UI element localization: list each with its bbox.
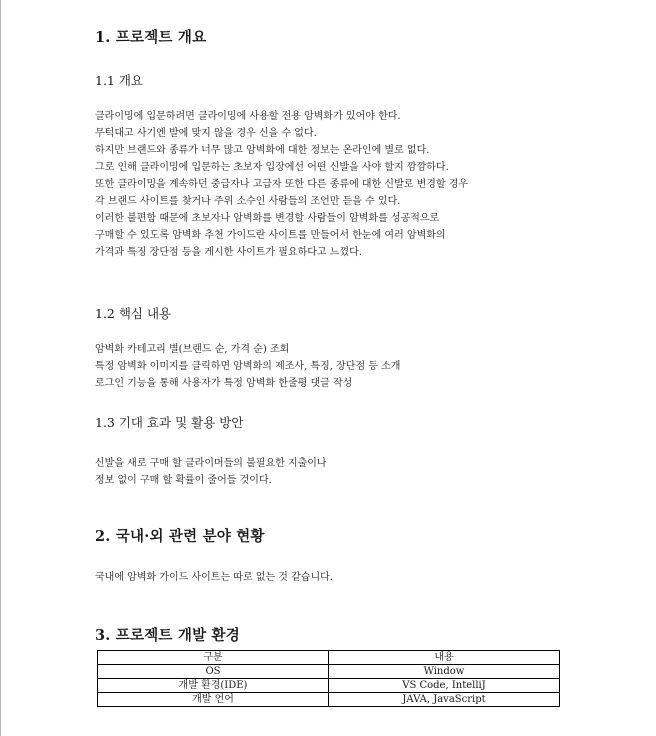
- section-1-3-paragraph: [95, 455, 327, 489]
- table-header-row: [98, 651, 560, 665]
- table-cell: Window: [329, 665, 560, 679]
- paragraph-line: 또한 클라이밍을 계속하던 중급자나 고급자 또한 다른 종류에 대한 신발로 변경할 경우: [95, 179, 469, 190]
- table-cell: JAVA, JavaScript: [329, 693, 560, 707]
- paragraph-line: 구매할 수 있도록 암벽화 추천 가이드란 사이트를 만들어서 한눈에 여러 암벽화의: [95, 230, 446, 241]
- paragraph-line: 이러한 불편함 때문에 초보자나 암벽화를 변경할 사람들이 암벽화를 성공적으로: [95, 213, 440, 224]
- section-1-1-title: 1.1 개요: [95, 73, 144, 88]
- table-row: [98, 665, 560, 679]
- paragraph-line: 특정 암벽화 이미지를 클릭하면 암벽화의 제조사, 특징, 장단점 등 소개: [95, 361, 401, 372]
- dev-environment-table: [97, 650, 560, 707]
- section-1-title: 1. 프로젝트 개요: [95, 29, 207, 46]
- paragraph-line: 그로 인해 클라이밍에 입문하는 초보자 입장에선 어떤 신발을 사야 할지 깜깜하다.: [95, 162, 449, 173]
- paragraph-line: 정보 없이 구매 할 확률이 줄어들 것이다.: [95, 475, 272, 486]
- table-header-cell: 구분: [98, 651, 329, 665]
- table-cell: VS Code, IntelliJ: [329, 679, 560, 693]
- section-1-3-title: 1.3 기대 효과 및 활용 방안: [95, 415, 244, 430]
- paragraph-line: 클라이밍에 입문하려면 클라이밍에 사용할 전용 암벽화가 있어야 한다.: [95, 111, 401, 122]
- table-cell: OS: [98, 665, 329, 679]
- paragraph-line: 하지만 브랜드와 종류가 너무 많고 암벽화에 대한 정보는 온라인에 별로 없다.: [95, 145, 430, 156]
- paragraph-line: 각 브랜드 사이트를 찾거나 주위 소수인 사람들의 조언만 듣을 수 있다.: [95, 196, 401, 207]
- table-header-cell: 내용: [329, 651, 560, 665]
- section-2-paragraph: [95, 569, 333, 586]
- section-1-2-title: 1.2 핵심 내용: [95, 306, 172, 321]
- section-2-title: 2. 국내·외 관련 분야 현황: [95, 528, 265, 545]
- table-cell: 개발 환경(IDE): [98, 679, 329, 693]
- table-row: [98, 693, 560, 707]
- section-1-1-paragraph: [95, 108, 468, 261]
- table-cell: 개발 언어: [98, 693, 329, 707]
- paragraph-line: 국내에 암벽화 가이드 사이트는 따로 없는 것 같습니다.: [95, 572, 333, 583]
- paragraph-line: 가격과 특징 장단점 등을 게시한 사이트가 필요하다고 느꼈다.: [95, 247, 362, 258]
- paragraph-line: 암벽화 카테고리 별(브랜드 순, 가격 순) 조회: [95, 344, 290, 355]
- page-left-edge: [0, 0, 1, 736]
- paragraph-line: 로그인 기능을 통해 사용자가 특정 암벽화 한줄평 댓글 작성: [95, 378, 353, 389]
- paragraph-line: 무턱대고 사기엔 발에 맞지 않을 경우 신을 수 없다.: [95, 128, 317, 139]
- section-3-title: 3. 프로젝트 개발 환경: [95, 627, 240, 644]
- section-1-2-paragraph: [95, 341, 400, 392]
- table-row: [98, 679, 560, 693]
- paragraph-line: 신발을 새로 구매 할 클라이머들의 불필요한 지출이나: [95, 458, 327, 469]
